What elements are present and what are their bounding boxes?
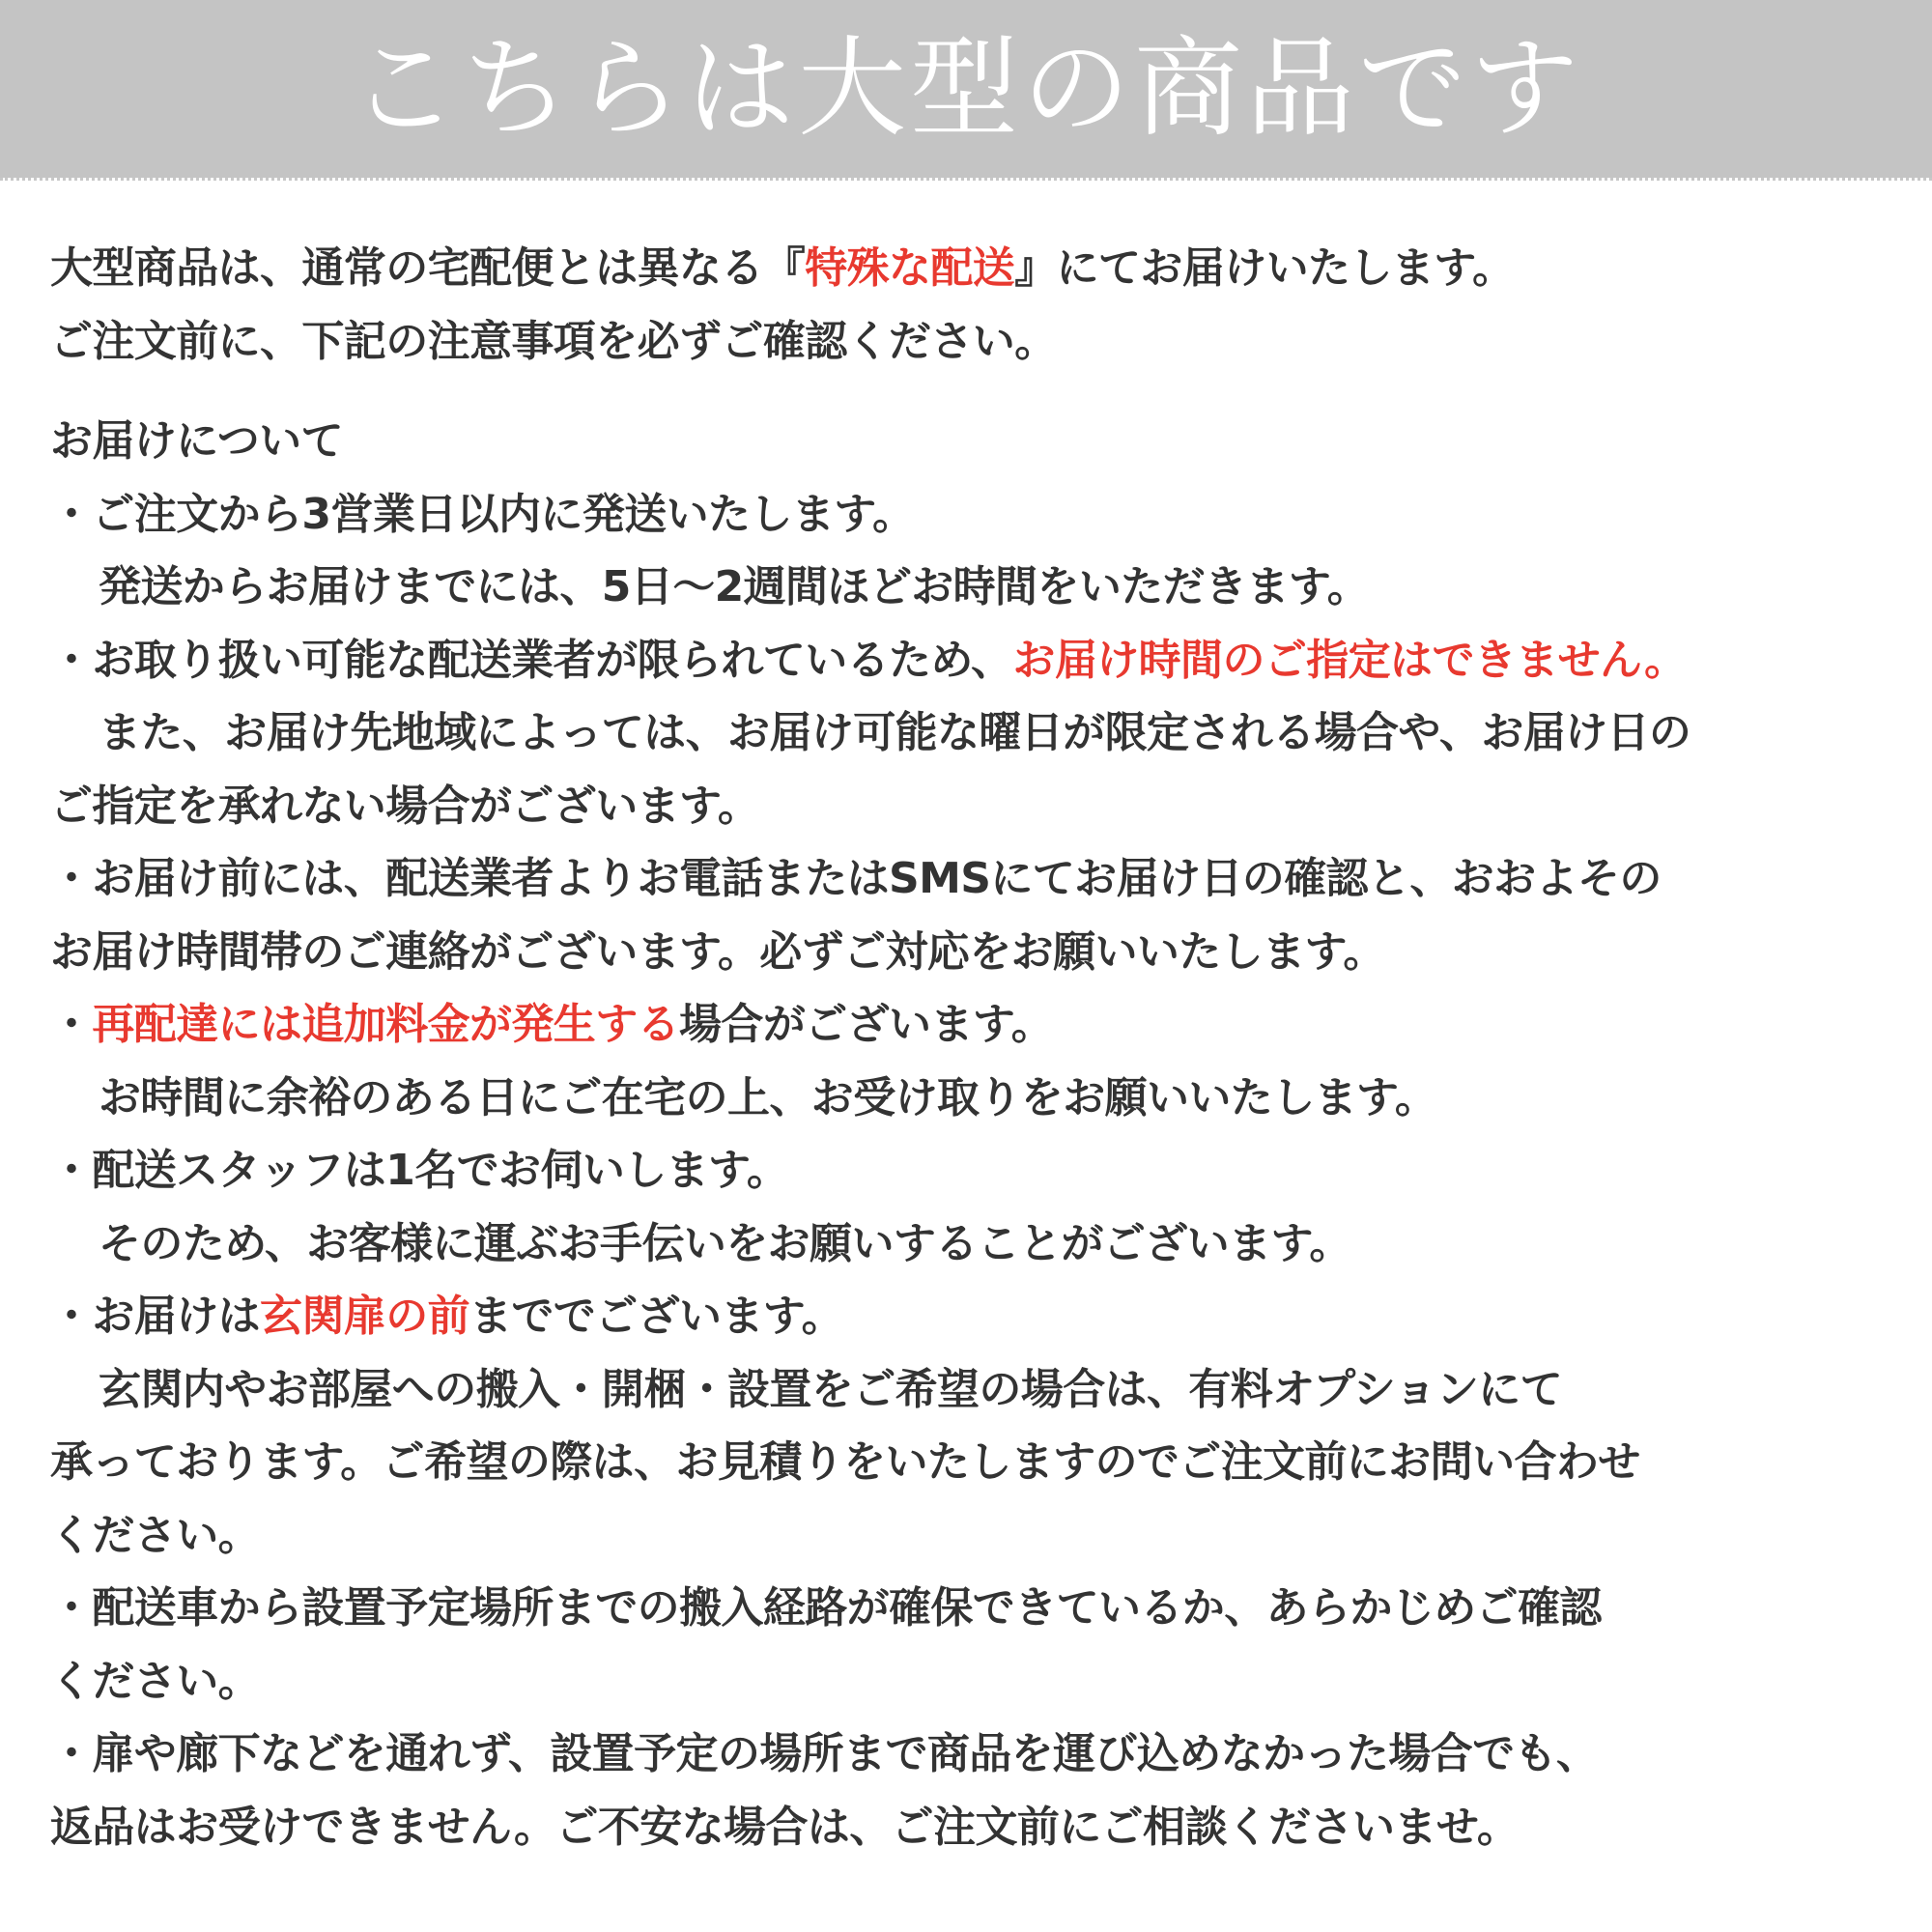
bullet-7-line-2: ください。	[50, 1656, 260, 1706]
bullet-2-line-1	[50, 624, 1915, 697]
intro-text: 』にてお届けいたします。	[1014, 243, 1515, 293]
spacer	[50, 378, 1915, 405]
banner-title: こちらは大型の商品です	[350, 26, 1582, 152]
bullet-7-line-1: ・配送車から設置予定場所までの搬入経路が確保できているか、あらかじめご確認	[50, 1583, 1602, 1633]
emphasis-special-delivery: 特殊な配送	[805, 243, 1015, 293]
bullet-text: ・お取り扱い可能な配送業者が限られているため、	[50, 635, 1013, 685]
bullet-6-line-4: ください。	[50, 1510, 260, 1560]
bullet-text: 場合がございます。	[679, 1000, 1054, 1049]
emphasis-redelivery-fee: 再配達には追加料金が発生する	[92, 1000, 680, 1049]
bullet-1-line-1: ・ご注文から3営業日以内に発送いたします。	[50, 489, 915, 539]
bullet-text: ・	[50, 1000, 93, 1049]
bullet-4-line-1	[50, 988, 1915, 1062]
bullet-6-line-2: 玄関内やお部屋への搬入・開梱・設置をご希望の場合は、有料オプションにて	[99, 1364, 1563, 1414]
bullet-8-line-2: 返品はお受けできません。ご不安な場合は、ご注文前にご相談くださいませ。	[50, 1802, 1520, 1852]
emphasis-front-door: 玄関扉の前	[260, 1292, 469, 1341]
bullet-3-line-2: お届け時間帯のご連絡がございます。必ずご対応をお願いいたします。	[50, 926, 1385, 977]
dotted-divider	[0, 178, 1932, 181]
notice-content	[50, 232, 1915, 1863]
bullet-2-line-2: また、お届け先地域によっては、お届け可能な曜日が限定される場合や、お届け日の	[99, 708, 1691, 757]
bullet-5-line-2: そのため、お客様に運ぶお手伝いをお願いすることがございます。	[99, 1218, 1351, 1268]
bullet-8-line-1: ・扉や廊下などを通れず、設置予定の場所まで商品を運び込めなかった場合でも、	[50, 1729, 1599, 1778]
intro-text: 大型商品は、通常の宅配便とは異なる『	[50, 243, 806, 293]
bullet-4-line-2: お時間に余裕のある日にご在宅の上、お受け取りをお願いいたします。	[99, 1072, 1437, 1122]
bullet-6-line-3: 承っております。ご希望の際は、お見積りをいたしますのでご注文前にお問い合わせ	[50, 1437, 1640, 1487]
intro-line-1	[50, 232, 1915, 305]
bullet-3-line-1: ・お届け前には、配送業者よりお電話またはSMSにてお届け日の確認と、おおよその	[50, 854, 1662, 903]
intro-line-2: ご注文前に、下記の注意事項を必ずご確認ください。	[50, 316, 1057, 366]
bullet-5-line-1: ・配送スタッフは1名でお伺いします。	[50, 1146, 789, 1195]
bullet-6-line-1	[50, 1280, 1915, 1353]
bullet-text: ・お届けは	[50, 1292, 260, 1341]
bullet-1-line-2: 発送からお届けまでには、5日～2週間ほどお時間をいただきます。	[99, 562, 1370, 611]
bullet-text: まででございます。	[469, 1292, 844, 1341]
emphasis-no-time-designation: お届け時間のご指定はできません。	[1012, 635, 1687, 685]
bullet-2-line-3: ご指定を承れない場合がございます。	[50, 781, 760, 831]
section-heading: お届けについて	[50, 416, 343, 466]
